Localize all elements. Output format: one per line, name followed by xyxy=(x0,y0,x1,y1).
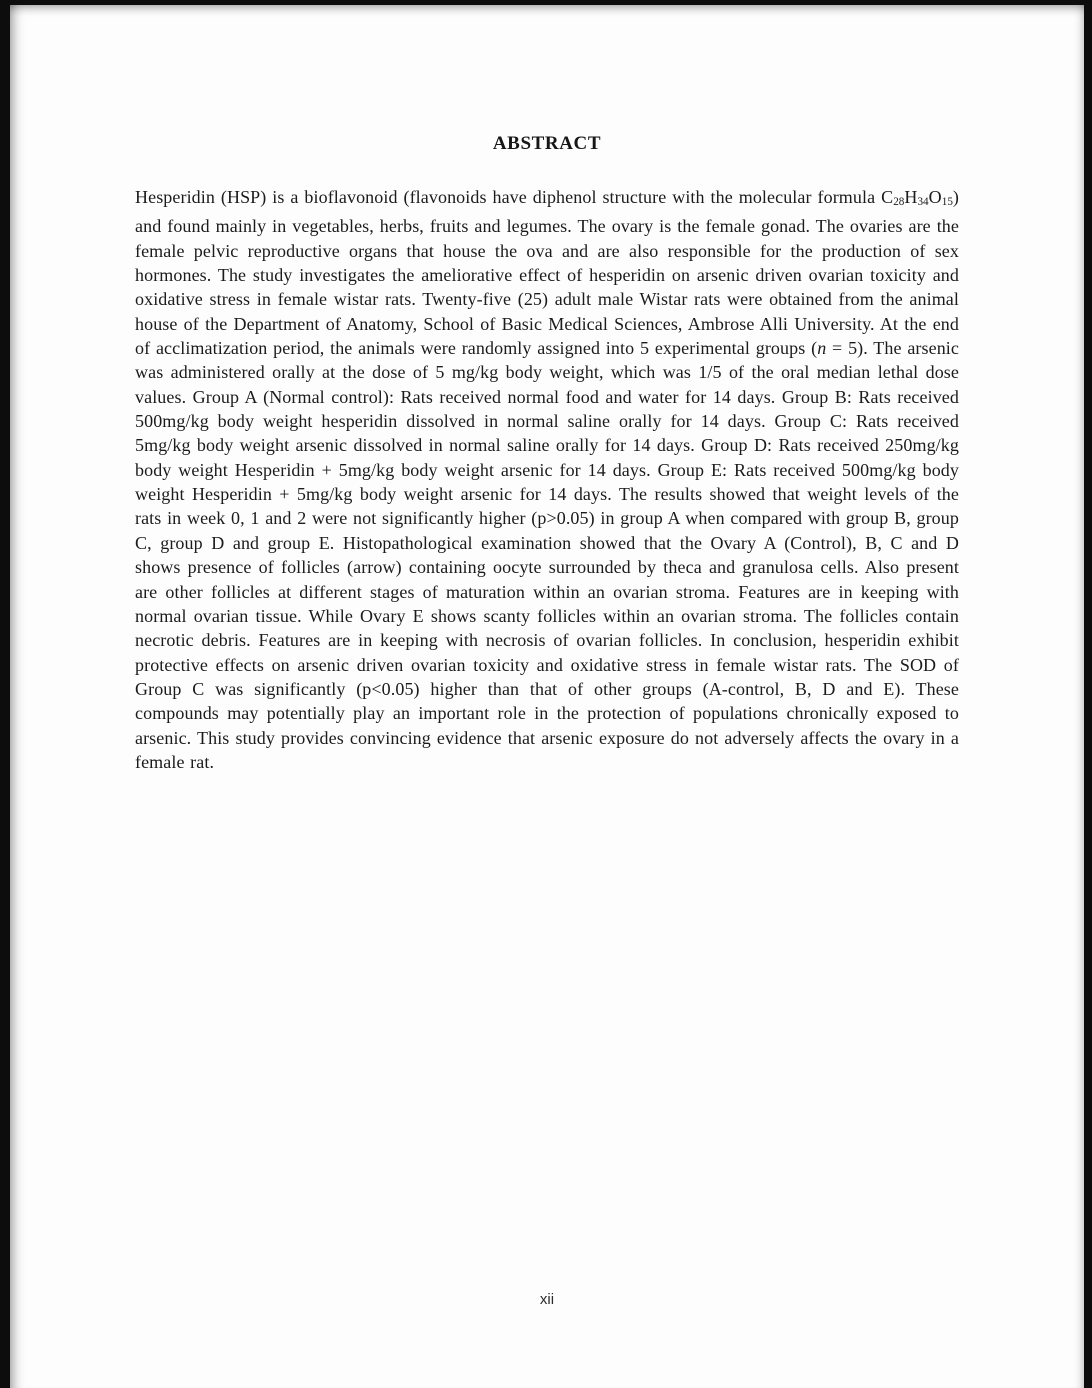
subscript-text: 15 xyxy=(941,196,953,208)
document-page xyxy=(10,5,1084,1388)
body-text-segment: = 5). The arsenic was administered orally at the dose of 5 mg/kg body weight, which was 1/5 of the oral median lethal dose values. Group A (Normal control): Rats received normal food and water for 14 days. Group B: Rats received 500mg/kg body weight hesperidin dissolved in normal saline orally for 14 days. Group C: Rats received 5mg/kg body weight arsenic dissolved in normal saline orally for 14 days. Group D: Rats received 250mg/kg body weight Hesperidin + 5mg/kg body weight arsenic for 14 days. Group E: Rats received 500mg/kg body weight Hesperidin + 5mg/kg body weight arsenic for 14 days. The results showed that weight levels of the rats in week 0, 1 and 2 were not significantly higher (p>0.05) in group A when compared with group B, group C, group D and group E. Histopathological examination showed that the Ovary A (Control), B, C and D shows presence of follicles (arrow) containing oocyte surrounded by theca and granulosa cells. Also present are other follicles at different stages of maturation within an ovarian stroma. Features are in keeping with normal ovarian tissue. While Ovary E shows scanty follicles within an ovarian stroma. The follicles contain necrotic debris. Features are in keeping with necrosis of ovarian follicles. In conclusion, hesperidin exhibit protective effects on arsenic driven ovarian toxicity and oxidative stress in female wistar rats. The SOD of Group C was significantly (p<0.05) higher than that of other groups (A-control, B, D and E). These compounds may potentially play an important role in the protection of populations chronically exposed to arsenic. This study provides convincing evidence that arsenic exposure do not adversely affects the ovary in a female rat. xyxy=(135,338,959,772)
body-text-segment: ) and found mainly in vegetables, herbs, fruits and legumes. The ovary is the female gonad. The ovaries are the female pelvic reproductive organs that house the ova and are also responsible for the production of sex hormones. The study investigates the ameliorative effect of hesperidin on arsenic driven ovarian toxicity and oxidative stress in female wistar rats. Twenty-five (25) adult male Wistar rats were obtained from the animal house of the Department of Anatomy, School of Basic Medical Sciences, Ambrose Alli University. At the end of acclimatization period, the animals were randomly assigned into 5 experimental groups ( xyxy=(135,187,959,359)
abstract-title: ABSTRACT xyxy=(492,133,602,154)
italic-text: n xyxy=(817,338,827,359)
body-text-segment: H xyxy=(904,187,918,207)
body-text-segment: Hesperidin (HSP) is a bioflavonoid (flavonoids have diphenol structure with the molecular formula C xyxy=(135,187,894,207)
subscript-text: 28 xyxy=(893,196,905,208)
subscript-text: 34 xyxy=(917,196,929,208)
body-text-segment: O xyxy=(928,187,942,207)
abstract-paragraph xyxy=(135,185,959,774)
page-number: xii xyxy=(539,1291,555,1308)
